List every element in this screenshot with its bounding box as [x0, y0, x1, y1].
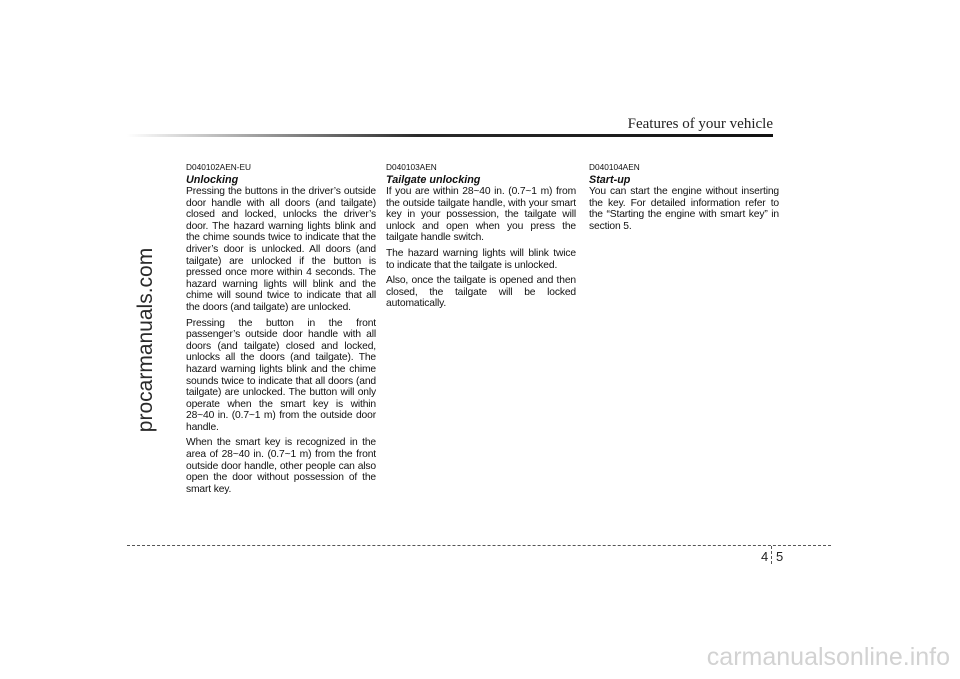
paragraph: Also, once the tailgate is opened and then closed, the tailgate will be locked automatically. — [386, 275, 576, 310]
section-code: D040103AEN — [386, 162, 437, 172]
section-code: D040102AEN-EU — [186, 162, 252, 172]
paragraph: If you are within 28~40 in. (0.7~1 m) from the outside tailgate handle, with your smart key in your possession, the tailgate will unlock and open when you press the tailgate handle switch. — [386, 186, 576, 244]
paragraph: The hazard warning lights will blink twice to indicate that the tailgate is unlocked. — [386, 247, 576, 271]
chapter-number: 4 — [761, 549, 769, 564]
section-title: Features of your vehicle — [627, 116, 773, 132]
paragraph: When the smart key is recognized in the area of 28~40 in. (0.7~1 m) from the front outside door handle, other people can also open the door without possession of the smart key. — [186, 437, 376, 495]
section-heading: Start-up — [589, 174, 631, 186]
section-heading: Unlocking — [186, 174, 239, 186]
section-heading: Tailgate unlocking — [386, 174, 481, 186]
paragraph: Pressing the button in the front passenger’s outside door handle with all doors (and tailgate) closed and locked, unlocks all the doors (and tailgate). The hazard warning lights blink and the chime sounds twice to indicate that all doors (and tailgate) are unlocked. The button will only operate when the smart key is within 28~40 in. (0.7~1 m) from the outside door handle. — [186, 317, 376, 433]
paragraph: You can start the engine without inserting the key. For detailed information refer to the “Starting the engine with smart key” in section 5. — [589, 186, 779, 232]
header-rule — [127, 134, 773, 137]
section-code: D040104AEN — [589, 162, 640, 172]
side-watermark: procarmanuals.com — [134, 247, 157, 433]
column-start-up — [589, 162, 779, 236]
page-number: 5 — [776, 549, 784, 564]
footer-rule — [127, 545, 831, 546]
paragraph: Pressing the buttons in the driver’s outside door handle with all doors (and tailgate) closed and locked, unlocks the driver’s door. The hazard warning lights blink and the chime sounds twice to indicate that the driver’s door is unlocked. All doors (and tailgate) are unlocked if the button is pressed once more within 4 seconds. The hazard warning lights will blink and the chime will sound twice to indicate that all the doors (and tailgate) are unlocked. — [186, 186, 376, 313]
page-number-divider — [771, 546, 772, 564]
column-tailgate-unlocking — [386, 162, 576, 314]
column-unlocking — [186, 162, 376, 499]
bottom-watermark: carmanualsonline.info — [706, 643, 950, 671]
